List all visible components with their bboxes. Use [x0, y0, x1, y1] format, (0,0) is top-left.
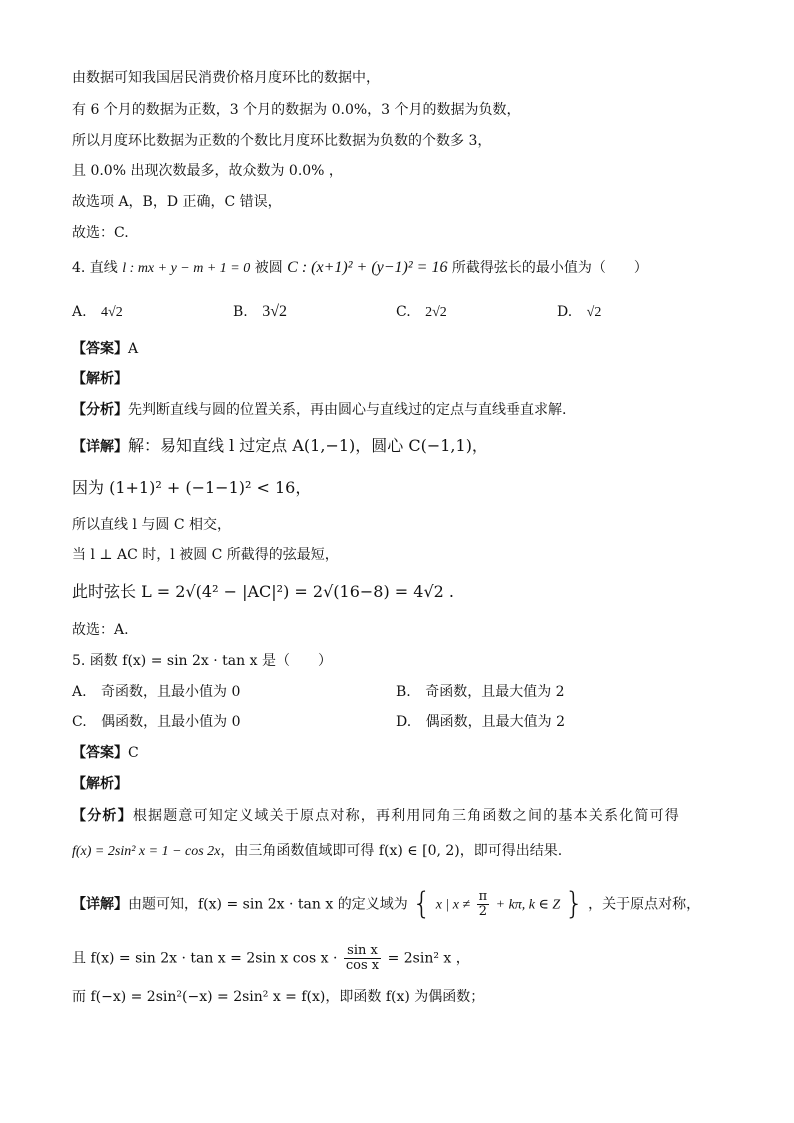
q3-line-2: 有 6 个月的数据为正数，3 个月的数据为 0.0%，3 个月的数据为负数， [72, 102, 521, 118]
q3-line-4: 且 0.0% 出现次数最多，故众数为 0.0% ， [72, 163, 343, 179]
option-value: 奇函数，且最小值为 0 [101, 684, 241, 700]
q5-stem: 5. 函数 f(x) = sin 2x · tan x 是（ ） [72, 653, 332, 669]
sin-over-cos-fraction [344, 944, 381, 973]
detail-tag: 【详解】 [72, 439, 128, 455]
q3-line-3: 所以月度环比数据为正数的个数比月度环比数据为负数的个数多 3， [72, 133, 492, 149]
pi-over-two-fraction [477, 890, 490, 919]
q3-line-1: 由数据可知我国居民消费价格月度环比的数据中， [72, 70, 380, 86]
fenxi-text: 先判断直线与圆的位置关系，再由圆心与直线过的定点与直线垂直求解. [128, 402, 567, 418]
q4-detail-3: 所以直线 l 与圆 C 相交， [72, 517, 231, 533]
q5-option-c [72, 712, 240, 732]
q5-option-d [396, 712, 565, 732]
option-value: 2√2 [425, 305, 447, 320]
q5-analysis-header [72, 774, 128, 794]
fenxi-formula: f(x) = 2sin² x = 1 − cos 2x [72, 844, 221, 859]
option-label: B. [233, 304, 248, 320]
detail-2-post: = 2sin² x ， [387, 950, 470, 967]
fraction-denominator: 2 [478, 904, 488, 919]
option-label: B. [396, 684, 411, 700]
fraction-denominator: cos x [345, 958, 380, 973]
q4-stem-suffix: 所截得弦长的最小值为（ ） [451, 260, 648, 276]
option-value: 奇函数，且最大值为 2 [425, 684, 565, 700]
option-label: D. [396, 714, 412, 730]
q5-fenxi [72, 806, 680, 826]
q4-analysis-header [72, 369, 128, 389]
q4-option-c [396, 302, 447, 323]
q4-line-equation: l : mx + y − m + 1 = 0 [122, 261, 251, 276]
q5-answer [72, 743, 139, 763]
q5-option-a [72, 682, 240, 702]
option-label: A. [72, 304, 87, 320]
option-value: 3√2 [262, 303, 287, 320]
analysis-tag: 【解析】 [72, 371, 128, 387]
fraction-numerator: sin x [344, 944, 381, 959]
q4-circle-equation: C : (x+1)² + (y−1)² = 16 [287, 259, 448, 276]
detail-tag: 【详解】 [72, 896, 128, 913]
option-value: √2 [586, 305, 602, 320]
fraction-numerator: π [478, 889, 488, 904]
q4-stem [72, 258, 648, 279]
q4-detail-4: 当 l ⊥ AC 时，l 被圆 C 所截得的弦最短， [72, 547, 339, 563]
q4-answer [72, 339, 138, 359]
option-value: 偶函数，且最大值为 2 [425, 714, 565, 730]
option-label: C. [72, 714, 87, 730]
fenxi-line2-text: ，由三角函数值域即可得 f(x) ∈ [0, 2)，即可得出结果. [220, 843, 563, 859]
q4-fenxi [72, 400, 566, 420]
option-label: C. [396, 304, 411, 320]
q4-stem-prefix: 4. 直线 [72, 260, 118, 276]
q5-detail-3: 而 f(−x) = 2sin²(−x) = 2sin² x = f(x)，即函数 f(x) 为偶函数； [72, 989, 485, 1005]
fenxi-tag: 【分析】 [72, 808, 133, 824]
set-left: x | x ≠ [435, 897, 471, 913]
analysis-tag: 【解析】 [72, 776, 128, 792]
q4-detail-2: 因为 (1+1)² + (−1−1)² < 16， [72, 478, 312, 497]
fenxi-text: 根据题意可知定义域关于原点对称，再利用同角三角函数之间的基本关系化简可得 [132, 808, 681, 824]
q3-line-5: 故选项 A，B，D 正确，C 错误， [72, 194, 282, 210]
q5-option-b [396, 682, 565, 702]
fenxi-tag: 【分析】 [72, 402, 128, 418]
q4-option-d [557, 302, 601, 323]
q4-option-b [233, 302, 287, 322]
option-value: 偶函数，且最小值为 0 [101, 714, 241, 730]
option-label: A. [72, 684, 87, 700]
q3-line-6: 故选：C. [72, 225, 129, 241]
q5-detail-1 [72, 886, 701, 922]
answer-value: A [128, 341, 139, 357]
left-brace: { [412, 886, 432, 922]
right-brace: } [564, 886, 584, 922]
q4-option-a [72, 302, 123, 323]
q5-detail-2 [72, 944, 470, 973]
q4-detail-6: 故选：A. [72, 622, 129, 638]
q4-detail-1 [72, 436, 488, 457]
set-right: + kπ, k ∈ Z [495, 897, 561, 913]
q4-detail-5: 此时弦长 L = 2√(4² − |AC|²) = 2√(16−8) = 4√2 . [72, 582, 455, 601]
q5-fenxi-line-2 [72, 841, 562, 862]
detail-post: ，关于原点对称， [588, 896, 701, 913]
detail-2-pre: 且 f(x) = sin 2x · tan x = 2sin x cos x · [72, 950, 338, 967]
q4-stem-mid: 被圆 [254, 260, 283, 276]
detail-text: 解：易知直线 l 过定点 A(1,−1)，圆心 C(−1,1)， [128, 436, 488, 455]
detail-text: 由题可知，f(x) = sin 2x · tan x 的定义域为 [128, 896, 408, 913]
option-label: D. [557, 304, 573, 320]
answer-tag: 【答案】 [72, 341, 128, 357]
answer-value: C [128, 745, 139, 761]
answer-tag: 【答案】 [72, 745, 128, 761]
option-value: 4√2 [101, 305, 123, 320]
